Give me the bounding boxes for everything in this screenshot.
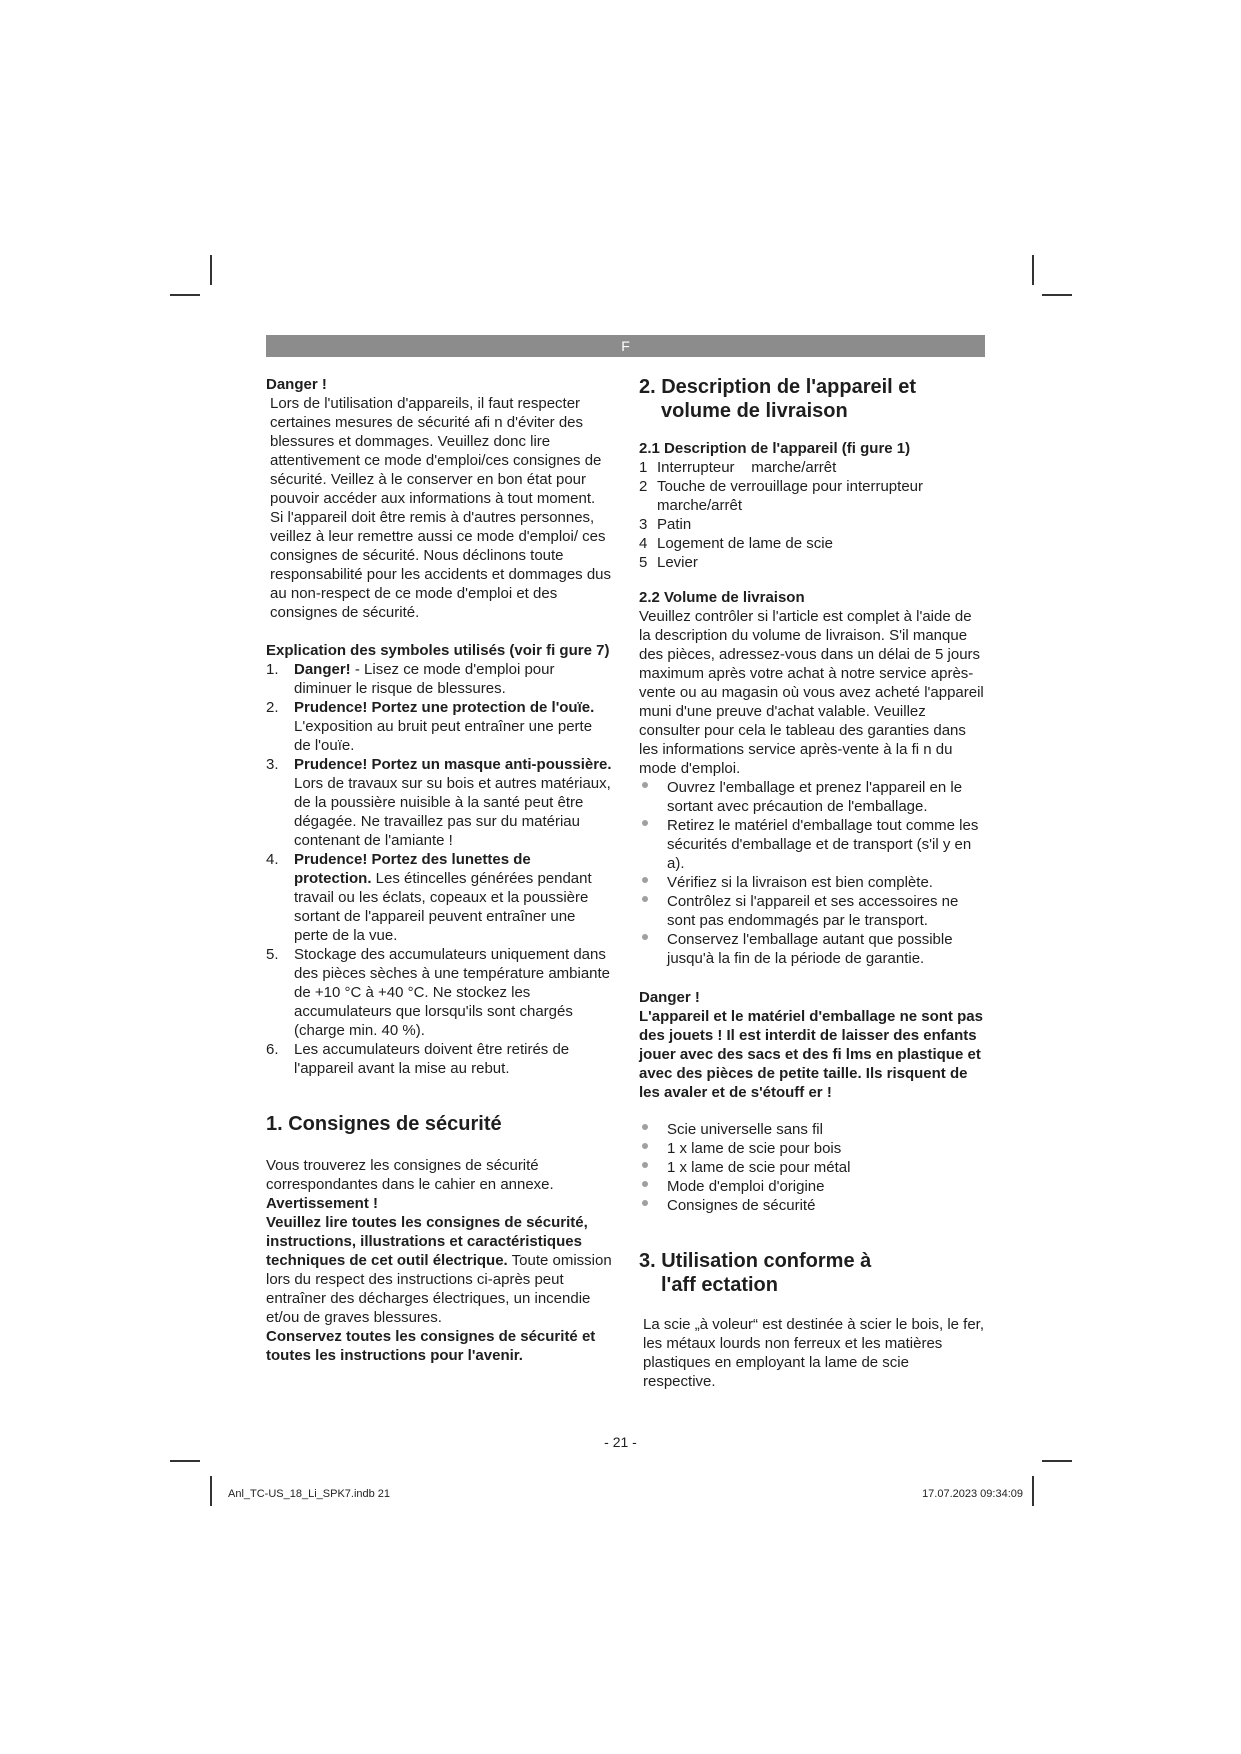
bullet-item: [639, 1158, 984, 1177]
bullet-text: Consignes de sécurité: [667, 1197, 816, 1214]
crop-mark: [1032, 1476, 1034, 1506]
crop-mark: [1042, 294, 1072, 296]
symbols-list: [266, 660, 612, 1078]
bullet-item: [639, 1120, 984, 1139]
bullet-item: [639, 1139, 984, 1158]
bullet-dot-icon: [642, 877, 648, 883]
bullet-dot-icon: [642, 1143, 648, 1149]
section-2-2-title: 2.2 Volume de livraison: [639, 589, 805, 606]
bullet-dot-icon: [642, 1124, 648, 1130]
symbol-bold: Prudence! Portez des lunettes de protection.: [294, 851, 531, 887]
bullet-text: 1 x lame de scie pour bois: [667, 1140, 842, 1157]
symbol-bold: Danger!: [294, 661, 351, 678]
part-label: Interrupteur marche/arrêt: [657, 459, 837, 476]
part-number: 2: [639, 478, 648, 495]
bullet-dot-icon: [642, 1162, 648, 1168]
bullet-dot-icon: [642, 1181, 648, 1187]
symbol-text: L'exposition au bruit peut entraîner une perte de l'ouïe.: [294, 718, 593, 754]
part-item: [639, 477, 984, 515]
symbol-text: Lors de travaux sur su bois et autres matériaux, de la poussière nuisible à la santé peut être dégagée. Ne travaillez pas sur du matériau contenant de l'amiante !: [294, 775, 611, 849]
symbol-bold: Prudence! Portez un masque anti-poussière.: [294, 756, 612, 773]
bullet-item: [639, 778, 984, 816]
part-number: 3: [639, 516, 648, 533]
bullet-dot-icon: [642, 934, 648, 940]
bullet-item: [639, 930, 984, 968]
symbol-item: [266, 698, 612, 755]
symbol-item: [266, 850, 612, 945]
part-item: [639, 515, 984, 534]
check-list: [639, 778, 984, 968]
symbol-item: [266, 945, 612, 1040]
part-label: Touche de verrouillage pour interrupteur marche/arrêt: [657, 478, 928, 514]
page-number: - 21 -: [604, 1434, 637, 1450]
bullet-item: [639, 892, 984, 930]
crop-mark: [1032, 255, 1034, 285]
parts-list: [639, 458, 984, 572]
warning-paragraph: [266, 1213, 612, 1327]
danger-title: Danger !: [266, 376, 327, 393]
crop-mark: [1042, 1460, 1072, 1462]
crop-mark: [170, 1460, 200, 1462]
danger-text: Lors de l'utilisation d'appareils, il faut respecter certaines mesures de sécurité afi n d'éviter des blessures et dommages. Veuillez donc lire attentivement ce mode d'emploi/ces consignes de sécurité. Veillez à le conserver en bon état pour pouvoir accéder aux informations à tout moment. Si l'appareil doit être remis à d'autres personnes, veillez à leur remettre aussi ce mode d'emploi/ ces consignes de sécurité. Nous déclinons toute responsabilité pour les accidents et dommages dus au non-respect de ce mode d'emploi et des consignes de sécurité.: [270, 395, 612, 621]
part-number: 4: [639, 535, 648, 552]
symbol-text: Les étincelles générées pendant travail ou les éclats, copeaux et la poussière sortant de l'appareil peuvent entraîner une perte de la vue.: [294, 870, 592, 944]
warning-bold: Veuillez lire toutes les consignes de sécurité, instructions, illustrations et caractéristiques techniques de cet outil électrique.: [266, 1214, 588, 1269]
section-2-2-text: Veuillez contrôler si l'article est complet à l'aide de la description du volume de livraison. S'il manque des pièces, adressez-vous dans un délai de 5 jours maximum après votre achat à notre service après-vente ou au magasin où vous avez acheté l'appareil muni d'une preuve d'achat valable. Veuillez consulter pour cela le tableau des garanties dans les informations service après-vente à la fi n du mode d'emploi.: [639, 608, 984, 777]
section-2-title-line2: volume de livraison: [661, 400, 848, 422]
warning-title: Avertissement !: [266, 1195, 378, 1212]
bullet-text: Conservez l'emballage autant que possible jusqu'à la fin de la période de garantie.: [667, 931, 953, 967]
symbol-number: 3.: [266, 756, 279, 773]
crop-mark: [170, 294, 200, 296]
bullet-text: 1 x lame de scie pour métal: [667, 1159, 851, 1176]
symbol-text: - Lisez ce mode d'emploi pour diminuer le risque de blessures.: [294, 661, 555, 697]
bullet-text: Vérifiez si la livraison est bien complète.: [667, 874, 933, 891]
bullet-item: [639, 1196, 984, 1215]
symbol-item: [266, 755, 612, 850]
symbol-item: [266, 660, 612, 698]
warning-text: Toute omission lors du respect des instructions ci-après peut entraîner des décharges électriques, un incendie et/ou de graves blessures.: [266, 1252, 612, 1326]
part-label: Logement de lame de scie: [657, 535, 833, 552]
symbol-bold: Prudence! Portez une protection de l'ouïe.: [294, 699, 595, 716]
section-2-title: [639, 375, 984, 423]
section-3-title-line2: l'aff ectation: [661, 1274, 778, 1296]
symbols-title: Explication des symboles utilisés (voir fi gure 7): [266, 642, 610, 659]
section-2-title-line1: 2. Description de l'appareil et: [639, 376, 917, 398]
symbol-number: 2.: [266, 699, 279, 716]
bullet-text: Scie universelle sans fil: [667, 1121, 823, 1138]
symbol-number: 1.: [266, 661, 279, 678]
section-3-title: [639, 1249, 984, 1297]
bullet-item: [639, 1177, 984, 1196]
part-label: Patin: [657, 516, 692, 533]
bullet-text: Ouvrez l'emballage et prenez l'appareil en le sortant avec précaution de l'emballage.: [667, 779, 963, 815]
part-item: [639, 458, 984, 477]
symbol-text: Stockage des accumulateurs uniquement dans des pièces sèches à une température ambiante de +10 °C à +40 °C. Ne stockez les accumulateurs que lorsqu'ils sont chargés (charge min. 40 %).: [294, 946, 611, 1039]
section-2-1-title: 2.1 Description de l'appareil (fi gure 1): [639, 440, 911, 457]
bullet-item: [639, 873, 984, 892]
symbol-item: [266, 1040, 612, 1078]
right-column: [639, 375, 984, 1391]
footer-file: Anl_TC-US_18_Li_SPK7.indb 21: [228, 1488, 391, 1500]
danger-2-text: L'appareil et le matériel d'emballage ne sont pas des jouets ! Il est interdit de laisser des enfants jouer avec des sacs et des fi lms en plastique et avec des pièces de petite taille. Ils risquent de les avaler et de s'étouff er !: [639, 1008, 983, 1101]
symbol-number: 6.: [266, 1041, 279, 1058]
symbol-number: 5.: [266, 946, 279, 963]
section-3-title-line1: 3. Utilisation conforme à: [639, 1250, 872, 1272]
part-number: 1: [639, 459, 648, 476]
part-label: Levier: [657, 554, 698, 571]
left-column: [266, 375, 612, 1365]
contents-list: [639, 1120, 984, 1215]
section-1-title: 1. Consignes de sécurité: [266, 1113, 502, 1135]
bullet-item: [639, 816, 984, 873]
part-item: [639, 553, 984, 572]
part-number: 5: [639, 554, 648, 571]
bullet-dot-icon: [642, 1200, 648, 1206]
part-item: [639, 534, 984, 553]
symbol-number: 4.: [266, 851, 279, 868]
bullet-text: Retirez le matériel d'emballage tout comme les sécurités d'emballage et de transport (s'il y en a).: [667, 817, 979, 872]
bullet-dot-icon: [642, 820, 648, 826]
section-1-intro: Vous trouverez les consignes de sécurité correspondantes dans le cahier en annexe.: [266, 1157, 554, 1193]
bullet-dot-icon: [642, 782, 648, 788]
crop-mark: [210, 1476, 212, 1506]
bullet-text: Contrôlez si l'appareil et ses accessoires ne sont pas endommagés par le transport.: [667, 893, 959, 929]
bullet-dot-icon: [642, 896, 648, 902]
crop-mark: [210, 255, 212, 285]
symbol-text: Les accumulateurs doivent être retirés de l'appareil avant la mise au rebut.: [294, 1041, 570, 1077]
bullet-text: Mode d'emploi d'origine: [667, 1178, 825, 1195]
danger-2-title: Danger !: [639, 989, 700, 1006]
keep-instructions: Conservez toutes les consignes de sécurité et toutes les instructions pour l'avenir.: [266, 1328, 596, 1364]
section-3-text: La scie „à voleur“ est destinée à scier le bois, le fer, les métaux lourds non ferreux et les matières plastiques en employant la lame de scie respective.: [643, 1316, 985, 1390]
language-header-bar: F: [266, 335, 985, 357]
footer-datetime: 17.07.2023 09:34:09: [922, 1488, 1023, 1500]
